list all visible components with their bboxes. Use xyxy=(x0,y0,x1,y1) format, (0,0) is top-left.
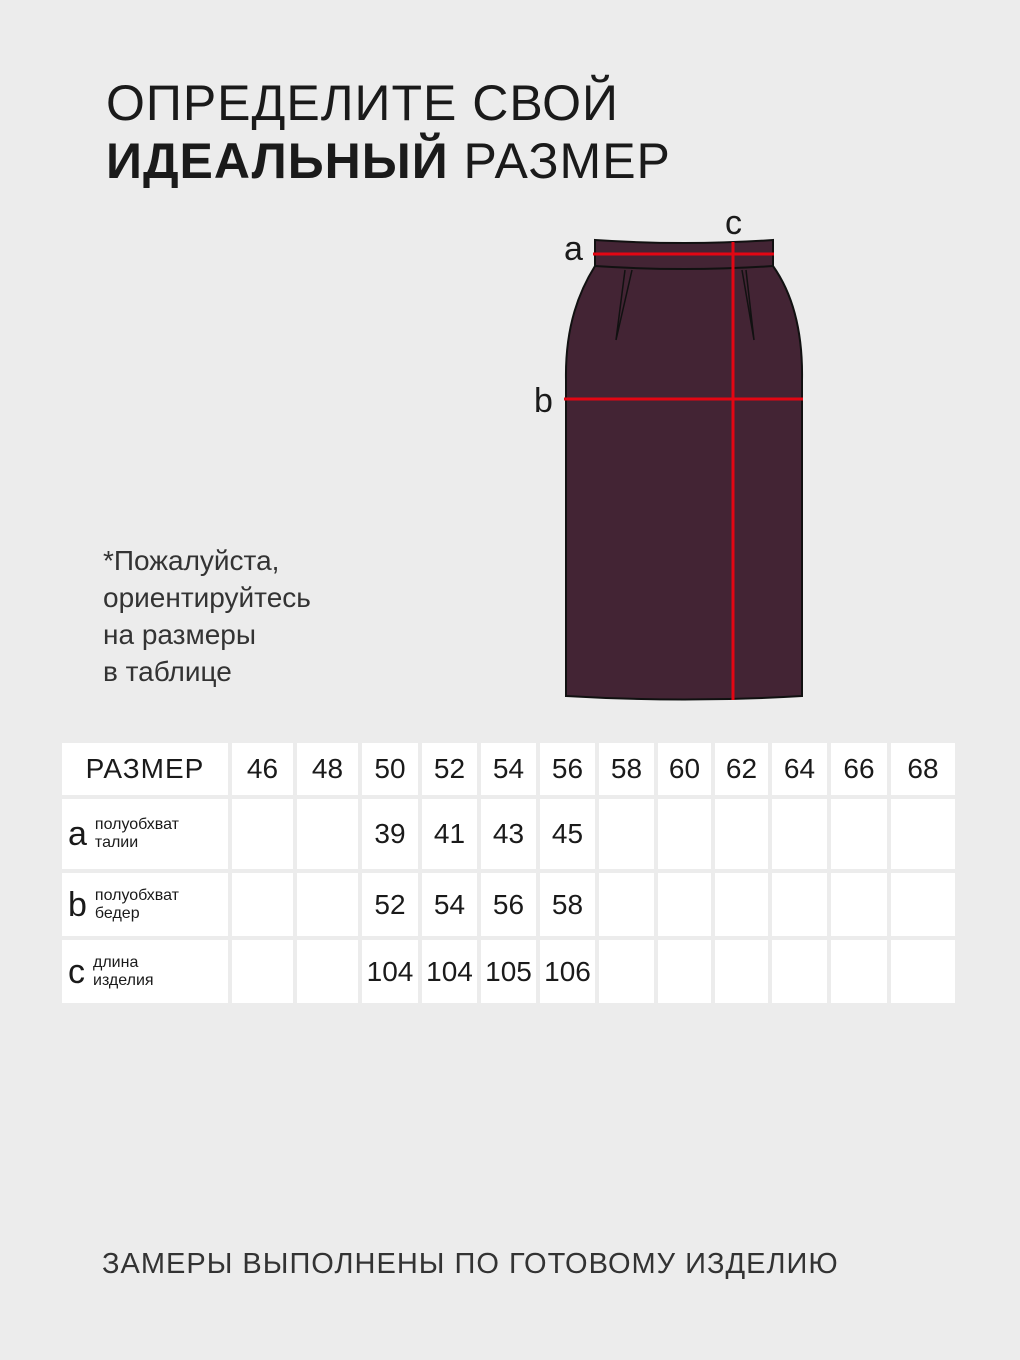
header-size: 60 xyxy=(658,743,711,795)
table-cell xyxy=(772,940,827,1003)
size-table xyxy=(58,739,959,1007)
table-cell xyxy=(658,799,711,869)
size-note xyxy=(103,542,311,690)
table-cell: 58 xyxy=(540,873,595,936)
table-cell: 104 xyxy=(362,940,418,1003)
header-size: 46 xyxy=(232,743,293,795)
header-size: 56 xyxy=(540,743,595,795)
header-size: 50 xyxy=(362,743,418,795)
table-cell xyxy=(831,940,887,1003)
table-cell xyxy=(891,799,955,869)
measure-label-b: b xyxy=(534,382,553,420)
header-size: 48 xyxy=(297,743,358,795)
table-cell xyxy=(891,873,955,936)
row-letter: a xyxy=(68,815,87,853)
skirt-body xyxy=(566,266,802,700)
table-cell: 41 xyxy=(422,799,477,869)
note-line: *Пожалуйста, xyxy=(103,545,280,576)
row-label xyxy=(62,873,228,936)
measure-label-a: a xyxy=(564,230,583,268)
table-cell xyxy=(658,940,711,1003)
table-cell: 104 xyxy=(422,940,477,1003)
table-cell xyxy=(715,799,768,869)
table-cell: 43 xyxy=(481,799,536,869)
table-cell xyxy=(831,799,887,869)
table-cell xyxy=(297,799,358,869)
measure-label-c: c xyxy=(725,204,742,242)
row-letter: c xyxy=(68,952,85,991)
table-header-row xyxy=(62,743,955,795)
table-cell xyxy=(232,873,293,936)
header-size: 54 xyxy=(481,743,536,795)
table-cell xyxy=(772,799,827,869)
header-size: 52 xyxy=(422,743,477,795)
title-rest: РАЗМЕР xyxy=(448,133,671,189)
title-line-2 xyxy=(106,132,671,190)
table-row-waist xyxy=(62,799,955,869)
table-row-length xyxy=(62,940,955,1003)
header-size: 66 xyxy=(831,743,887,795)
header-size: 64 xyxy=(772,743,827,795)
table-cell: 54 xyxy=(422,873,477,936)
table-cell xyxy=(232,799,293,869)
footer-note: ЗАМЕРЫ ВЫПОЛНЕНЫ ПО ГОТОВОМУ ИЗДЕЛИЮ xyxy=(102,1248,839,1280)
row-desc-1: полуобхват xyxy=(94,886,179,904)
table-cell: 105 xyxy=(481,940,536,1003)
table-cell: 56 xyxy=(481,873,536,936)
page-title xyxy=(106,74,671,190)
table-cell: 52 xyxy=(362,873,418,936)
table-cell xyxy=(599,940,654,1003)
table-cell xyxy=(715,940,768,1003)
table-cell xyxy=(599,873,654,936)
table-cell xyxy=(658,873,711,936)
table-cell xyxy=(715,873,768,936)
table-cell xyxy=(297,873,358,936)
title-line-1: ОПРЕДЕЛИТЕ СВОЙ xyxy=(106,75,619,131)
table-cell: 45 xyxy=(540,799,595,869)
skirt-diagram xyxy=(520,200,820,710)
row-desc-1: длина xyxy=(93,953,139,971)
row-label xyxy=(62,940,228,1003)
table-cell xyxy=(599,799,654,869)
table-cell xyxy=(891,940,955,1003)
note-line: на размеры xyxy=(103,619,257,650)
table-cell xyxy=(772,873,827,936)
title-bold-word: ИДЕАЛЬНЫЙ xyxy=(106,133,449,189)
row-label xyxy=(62,799,228,869)
note-line: ориентируйтесь xyxy=(103,582,311,613)
note-line: в таблице xyxy=(103,656,232,687)
table-row-hips xyxy=(62,873,955,936)
header-size: 58 xyxy=(599,743,654,795)
row-desc-2: талии xyxy=(94,834,139,851)
table-cell xyxy=(297,940,358,1003)
table-cell: 39 xyxy=(362,799,418,869)
row-letter: b xyxy=(68,885,87,924)
header-size: 62 xyxy=(715,743,768,795)
row-desc-1: полуобхват xyxy=(94,816,179,833)
table-cell: 106 xyxy=(540,940,595,1003)
table-cell xyxy=(831,873,887,936)
header-size-label: РАЗМЕР xyxy=(62,743,228,795)
header-size: 68 xyxy=(891,743,955,795)
row-desc-2: бедер xyxy=(94,904,140,922)
table-cell xyxy=(232,940,293,1003)
row-desc-2: изделия xyxy=(93,971,154,989)
